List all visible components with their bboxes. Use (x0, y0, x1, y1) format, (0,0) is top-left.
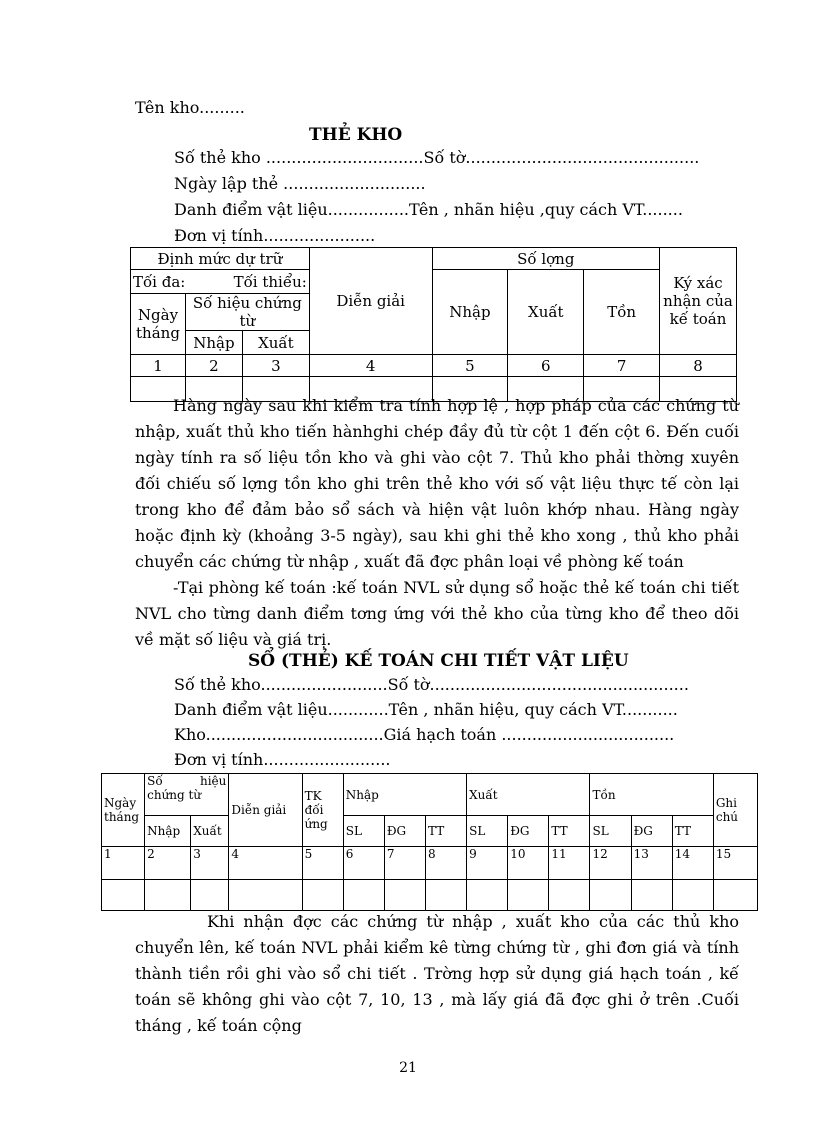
col-number: 10 (508, 847, 549, 880)
sub-header: ĐG (508, 816, 549, 847)
nhap-header: Nhập (432, 270, 508, 355)
xuat-header: Xuất (508, 270, 584, 355)
col-number: 15 (713, 847, 757, 880)
col-number: 5 (432, 355, 508, 377)
paragraph-1-text: Hàng ngày sau khi kiểm tra tính hợp lệ , hợp pháp của các chứng từ nhập, xuất thủ kho tiến hànhghi chép đầy đủ từ cột 1 đến cột 6. Đến cuối ngày tính ra số liệu tồn kho và ghi vào cột 7. Thủ kho phải thờng xuyên đối chiếu số lợng tồn kho ghi trên thẻ kho với số vật liệu thực tế còn lại trong kho để đảm bảo sổ sách và hiện vật luôn khớp nhau. Hàng ngày hoặc định kỳ (khoảng 3-5 ngày), sau khi ghi thẻ kho xong , thủ kho phải chuyển các chứng từ nhập , xuất đã đợc phân loại về phòng kế toán (135, 396, 739, 571)
col-number: 4 (229, 847, 302, 880)
col-number: 7 (584, 355, 660, 377)
nhap-sub-header: Nhập (145, 816, 191, 847)
so-the-line-1: Số thẻ kho.........................Số tờ................................................... (174, 675, 689, 694)
xuat-group-header: Xuất (467, 774, 590, 816)
sub-header: TT (549, 816, 590, 847)
tk-doi-ung-header (302, 774, 343, 847)
toi-da-label: Tối đa: (133, 272, 186, 291)
sub-header: ĐG (384, 816, 425, 847)
sub-header: TT (672, 816, 713, 847)
xuat-sub-header: Xuất (191, 816, 229, 847)
the-kho-line-2: Ngày lập thẻ ............................ (174, 174, 426, 193)
chung-tu-label: chứng từ (147, 788, 202, 802)
nhap-group-header: Nhập (343, 774, 466, 816)
so-the-line-2: Danh điểm vật liệu............Tên , nhãn hiệu, quy cách VT........... (174, 700, 678, 719)
so-luong-header: Số lợng (432, 248, 660, 270)
ky-xac-nhan-header: Ký xác nhận của kế toán (660, 248, 737, 355)
col-number: 2 (145, 847, 191, 880)
col-number: 2 (185, 355, 242, 377)
hieu-label: hiệu (199, 774, 227, 788)
so-the-line-3: Kho...................................Giá hạch toán .................................. (174, 725, 675, 744)
sub-header: SL (590, 816, 631, 847)
paragraph-2-text: -Tại phòng kế toán :kế toán NVL sử dụng sổ hoặc thẻ kế toán chi tiết NVL cho từng danh điểm tơng ứng với thẻ kho của từng kho để theo dõi về mặt số liệu và giá trị. (135, 578, 739, 649)
the-kho-line-1: Số thẻ kho ...............................Số tờ.............................................. (174, 148, 700, 167)
ung-label: ứng (304, 817, 328, 831)
table-row (102, 880, 758, 911)
col-number: 1 (102, 847, 145, 880)
col-number: 8 (660, 355, 737, 377)
xuat-sub-header: Xuất (242, 331, 309, 355)
doi-label: đối (304, 803, 324, 817)
ngay-thang-header: Ngày tháng (102, 774, 145, 847)
sub-header: SL (343, 816, 384, 847)
toi-da-toi-thieu-cell (131, 270, 310, 294)
the-kho-title: THẺ KHO (309, 125, 403, 145)
so-chi-tiet-table (101, 773, 758, 911)
page-number: 21 (399, 1060, 417, 1076)
dinh-muc-header: Định mức dự trữ (131, 248, 310, 270)
sub-header: ĐG (631, 816, 672, 847)
col-number: 6 (343, 847, 384, 880)
the-kho-line-4: Đơn vị tính...................... (174, 226, 376, 245)
col-number: 3 (191, 847, 229, 880)
so-hieu-header: Số hiệu chứng từ (185, 294, 309, 331)
dien-giai-header: Diễn giải (309, 248, 432, 355)
ngay-thang-header: Ngày tháng (131, 294, 186, 355)
col-number: 13 (631, 847, 672, 880)
so-the-line-4: Đơn vị tính......................... (174, 750, 391, 769)
col-number: 4 (309, 355, 432, 377)
the-kho-table (130, 247, 737, 402)
col-number: 14 (672, 847, 713, 880)
col-number: 6 (508, 355, 584, 377)
col-number: 11 (549, 847, 590, 880)
toi-thieu-label: Tối thiểu: (233, 272, 307, 291)
tk-label: TK (304, 789, 322, 803)
col-number: 5 (302, 847, 343, 880)
ton-header: Tồn (584, 270, 660, 355)
dien-giai-header: Diễn giải (229, 774, 302, 847)
sub-header: SL (467, 816, 508, 847)
paragraph-3-text: Khi nhận đợc các chứng từ nhập , xuất kho của các thủ kho chuyển lên, kế toán NVL phải kiểm kê từng chứng từ , ghi đơn giá và tính thành tiền rồi ghi vào sổ chi tiết . Trờng hợp sử dụng giá hạch toán , kế toán sẽ không ghi vào cột 7, 10, 13 , mà lấy giá đã đợc ghi ở trên .Cuối tháng , kế toán cộng (135, 912, 739, 1035)
nhap-sub-header: Nhập (185, 331, 242, 355)
so-hieu-chung-tu-header (145, 774, 229, 816)
col-number: 8 (425, 847, 466, 880)
paragraph-1 (135, 393, 739, 653)
ten-kho: Tên kho......... (135, 98, 245, 117)
paragraph-3 (135, 909, 739, 1039)
so-label: Số (147, 774, 163, 788)
sub-header: TT (425, 816, 466, 847)
col-number: 3 (242, 355, 309, 377)
so-the-title: SỔ (THẺ) KẾ TOÁN CHI TIẾT VẬT LIỆU (248, 651, 629, 671)
ghi-chu-header: Ghi chú (713, 774, 757, 847)
col-number: 9 (467, 847, 508, 880)
col-number: 12 (590, 847, 631, 880)
the-kho-line-3: Danh điểm vật liệu................Tên , nhãn hiệu ,quy cách VT........ (174, 200, 683, 219)
ton-group-header: Tồn (590, 774, 713, 816)
col-number: 1 (131, 355, 186, 377)
col-number: 7 (384, 847, 425, 880)
